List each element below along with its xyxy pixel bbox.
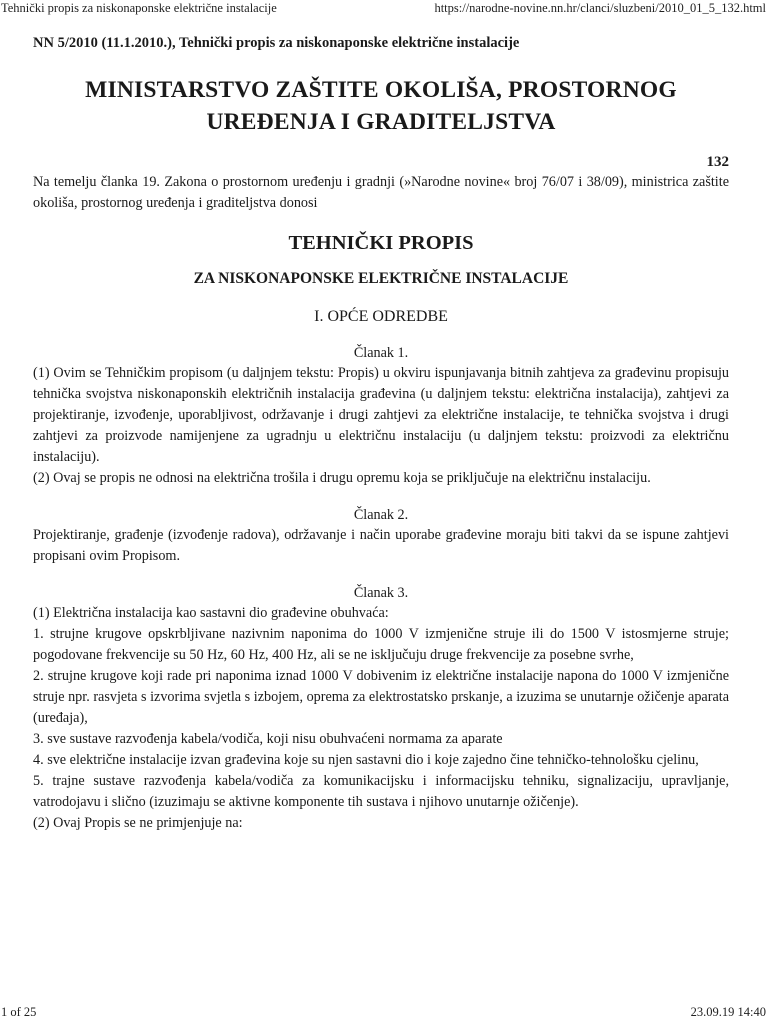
preamble: Na temelju članka 19. Zakona o prostornom uređenju i gradnji (»Narodne novine« broj 76/07 i 38/09), ministrica zaštite okoliša, prostornog uređenja i graditeljstva donosi bbox=[33, 174, 729, 211]
ministry-heading bbox=[33, 74, 729, 138]
article-2-paragraph-1: Projektiranje, građenje (izvođenje radova), održavanje i način uporabe građevine moraju biti takvi da se ispune zahtjevi propisani ovim Propisom. bbox=[33, 527, 729, 564]
print-footer bbox=[0, 1004, 768, 1024]
article-1-heading: Članak 1. bbox=[353, 345, 409, 361]
document-subtitle: ZA NISKONAPONSKE ELEKTRIČNE INSTALACIJE bbox=[193, 270, 569, 287]
document-reference: NN 5/2010 (11.1.2010.), Tehnički propis za niskonaponske električne instalacije bbox=[33, 35, 520, 51]
article-2-heading: Članak 2. bbox=[353, 507, 409, 523]
article-3-paragraph-1: (1) Električna instalacija kao sastavni dio građevine obuhvaća: bbox=[33, 605, 389, 621]
article-1-paragraph-1: (1) Ovim se Tehničkim propisom (u daljnjem tekstu: Propis) u okviru ispunjavanja bitnih zahtjeva za građevinu propisuju tehnička svojstva niskonaponskih električnih instalacija građevina (u daljnjem tekstu: električna instalacija), zahtjevi za projektiranje, izvođenje, uporabljivost, održavanje i drugi zahtjevi za električne instalacije, te tehnička svojstva i drugi zahtjevi za proizvode namijenjene za ugradnju u električnu instalaciju (u daljnjem tekstu: proizvodi za električnu instalaciju). bbox=[33, 365, 729, 465]
article-3-item-2: 2. strujne krugove koji rade pri naponima iznad 1000 V dobivenim iz električne instalacije napona do 1000 V izmjenične struje npr. rasvjeta s izvorima svjetla s izbojem, oprema za elektrostatsko prskanje, a izuzima se unutarnje ožičenje aparata (uređaja), bbox=[33, 668, 729, 726]
article-3-item-5: 5. trajne sustave razvođenja kabela/vodiča za komunikacijsku i informacijsku tehniku, signalizaciju, upravljanje, vatrodojavu i slično (izuzimaju se aktivne komponente tih sustava i njihovo unutarnje ožičenje). bbox=[33, 773, 729, 810]
print-url: https://narodne-novine.nn.hr/clanci/sluzbeni/2010_01_5_132.html bbox=[434, 1, 766, 15]
article-3-item-3: 3. sve sustave razvođenja kabela/vodiča, koji nisu obuhvaćeni normama za aparate bbox=[33, 731, 503, 747]
article-3-heading: Članak 3. bbox=[353, 585, 409, 601]
ministry-line-2: UREĐENJA I GRADITELJSTVA bbox=[206, 109, 556, 135]
print-page-title: Tehnički propis za niskonaponske električne instalacije bbox=[1, 1, 277, 15]
document-title: TEHNIČKI PROPIS bbox=[288, 232, 474, 254]
page-count: 1 of 25 bbox=[1, 1005, 37, 1019]
print-header bbox=[0, 0, 768, 16]
print-timestamp: 23.09.19 14:40 bbox=[690, 1005, 766, 1019]
section-heading: I. OPĆE ODREDBE bbox=[314, 308, 448, 325]
article-1-paragraph-2: (2) Ovaj se propis ne odnosi na električna trošila i drugu opremu koja se priključuje na električnu instalaciju. bbox=[33, 470, 651, 486]
document-page bbox=[33, 33, 729, 834]
article-3-item-4: 4. sve električne instalacije izvan građevina koje su njen sastavni dio i koje zajedno čine tehničko-tehnološku cjelinu, bbox=[33, 752, 699, 768]
document-number: 132 bbox=[706, 154, 729, 170]
article-3-paragraph-2: (2) Ovaj Propis se ne primjenjuje na: bbox=[33, 815, 243, 831]
article-3-item-1: 1. strujne krugove opskrbljivane nazivnim naponima do 1000 V izmjenične struje ili do 1500 V istosmjerne struje; pogodovane frekvencije su 50 Hz, 60 Hz, 400 Hz, ali se ne isključuju druge frekvencije za posebne svrhe, bbox=[33, 626, 729, 663]
ministry-line-1: MINISTARSTVO ZAŠTITE OKOLIŠA, PROSTORNOG bbox=[85, 77, 677, 103]
